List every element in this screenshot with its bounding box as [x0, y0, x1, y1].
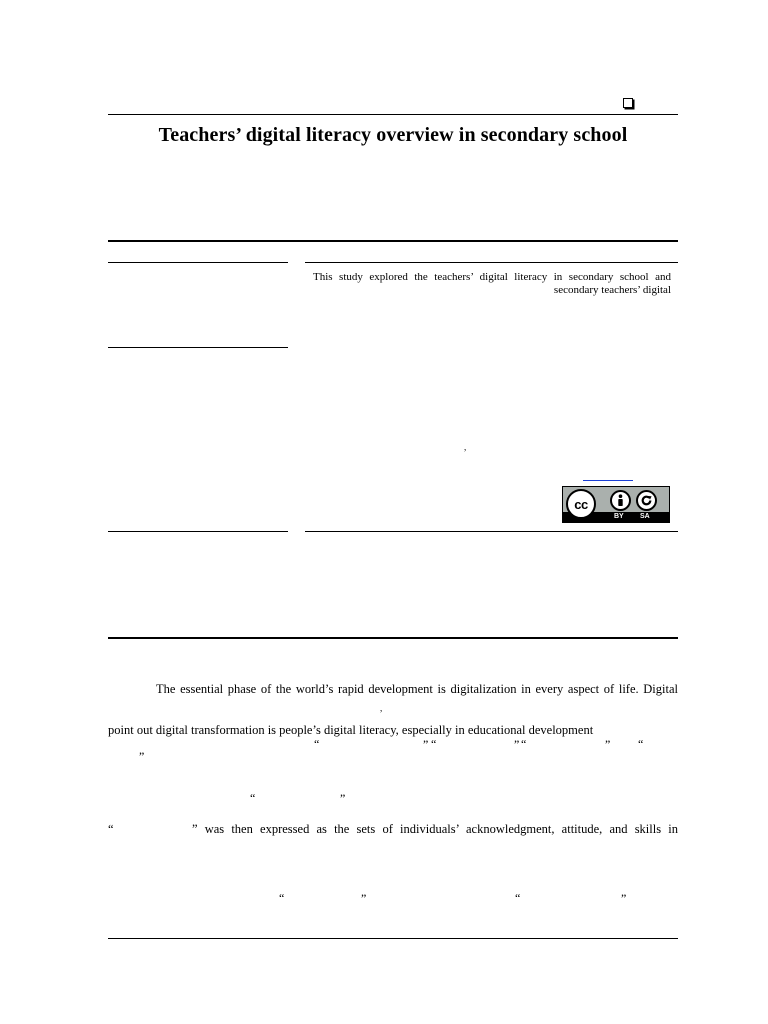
section-rule-top [108, 240, 678, 242]
open-quote-mark: “ [521, 737, 527, 751]
attribution-icon [610, 490, 631, 511]
open-quote-mark: “ [431, 737, 437, 751]
abstract-mark: , [464, 442, 467, 452]
document-icon [623, 98, 633, 108]
info-column-rule-top [108, 262, 288, 263]
close-quote-mark: ” [514, 737, 520, 751]
close-quote-mark: ” [621, 891, 627, 905]
cc-logo-icon: cc [566, 489, 596, 519]
body-line-text: ” was then expressed as the sets of individuals’ acknowledgment, attitude, and skills in [192, 822, 678, 836]
abstract-column-rule-top [305, 262, 678, 263]
body-paragraph-line: point out digital transformation is people’s digital literacy, especially in educational development [108, 723, 594, 737]
body-mark: , [380, 703, 383, 713]
close-quote-mark: ” [139, 749, 145, 763]
abstract-column-rule-bottom [305, 531, 678, 532]
info-column-rule-mid [108, 347, 288, 348]
license-link[interactable] [583, 480, 633, 481]
open-quote-mark: “ [314, 737, 320, 751]
close-quote-mark: ” [361, 891, 367, 905]
share-alike-icon [636, 490, 657, 511]
info-column-rule-bottom [108, 531, 288, 532]
cc-by-sa-badge[interactable] [562, 486, 670, 523]
by-label: BY [614, 513, 624, 520]
open-quote-mark: “ [515, 891, 521, 905]
footer-rule [108, 938, 678, 939]
sa-label: SA [640, 513, 650, 520]
open-quote-mark: “ [108, 822, 114, 836]
open-quote-mark: “ [250, 791, 256, 805]
body-paragraph-line: The essential phase of the world’s rapid development is digitalization in every aspect of life. Digital [156, 682, 678, 696]
header-rule [108, 114, 678, 115]
close-quote-mark: ” [605, 737, 611, 751]
abstract-line: This study explored the teachers’ digital literacy in secondary school and [313, 271, 671, 283]
open-quote-mark: “ [638, 737, 644, 751]
close-quote-mark: ” [423, 737, 429, 751]
body-paragraph-line [108, 821, 678, 837]
paper-title: Teachers’ digital literacy overview in secondary school [158, 124, 628, 146]
open-quote-mark: “ [279, 891, 285, 905]
abstract-line: secondary teachers’ digital [553, 284, 671, 296]
body-divider-rule [108, 637, 678, 639]
close-quote-mark: ” [340, 791, 346, 805]
